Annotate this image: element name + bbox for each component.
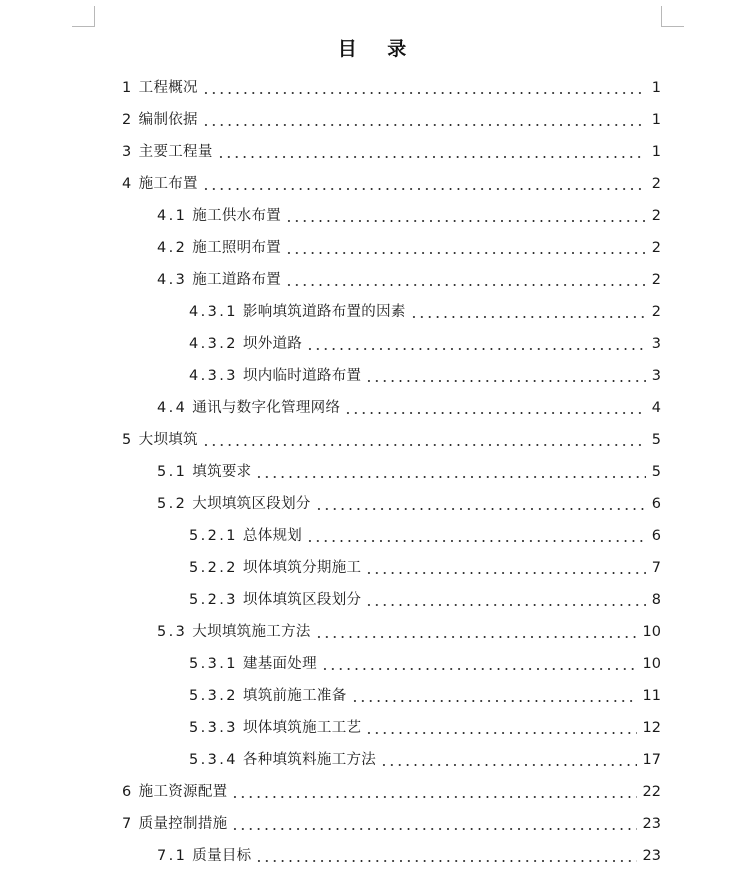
toc-entry-page-number: 23 — [642, 816, 661, 832]
toc-entry-title: 大坝填筑施工方法 — [192, 624, 311, 640]
toc-entry-number: 5.3 — [157, 624, 188, 640]
toc-entry[interactable] — [189, 745, 661, 769]
toc-entry[interactable] — [189, 329, 661, 353]
toc-entry-number: 5.2 — [157, 496, 188, 512]
toc-dot-leader — [365, 719, 636, 737]
toc-dot-leader — [285, 207, 646, 225]
toc-dot-leader — [410, 303, 646, 321]
toc-entry[interactable] — [189, 681, 661, 705]
toc-entry-number: 3 — [122, 144, 134, 160]
toc-entry-number: 4.4 — [157, 400, 188, 416]
toc-entry-number: 4.3.3 — [189, 368, 238, 384]
toc-entry-page-number: 3 — [651, 336, 661, 352]
toc-entry-number: 7 — [122, 816, 134, 832]
toc-entry-number: 5.2.2 — [189, 560, 238, 576]
toc-entry-page-number: 11 — [642, 688, 661, 704]
toc-entry-title: 工程概况 — [138, 80, 198, 96]
toc-dot-leader — [231, 783, 636, 801]
toc-entry-number: 4 — [122, 176, 134, 192]
toc-entry[interactable] — [157, 201, 661, 225]
toc-dot-leader — [315, 623, 637, 641]
toc-dot-leader — [365, 559, 645, 577]
toc-entry-page-number: 10 — [642, 656, 661, 672]
toc-dot-leader — [344, 399, 646, 417]
toc-entry-page-number: 6 — [651, 496, 661, 512]
toc-entry-page-number: 4 — [651, 400, 661, 416]
toc-entry-number: 4.3 — [157, 272, 188, 288]
toc-entry[interactable] — [122, 137, 661, 161]
toc-entry[interactable] — [189, 361, 661, 385]
toc-entry-title: 坝体填筑分期施工 — [242, 560, 362, 576]
toc-dot-leader — [202, 79, 646, 97]
toc-entry[interactable] — [122, 73, 661, 97]
toc-entry-title: 主要工程量 — [138, 144, 213, 160]
toc-entry-page-number: 22 — [642, 784, 661, 800]
toc-entry[interactable] — [189, 521, 661, 545]
toc-entry[interactable] — [157, 841, 661, 865]
toc-entry-title: 质量目标 — [192, 848, 252, 864]
toc-dot-leader — [285, 271, 646, 289]
toc-dot-leader — [351, 687, 637, 705]
toc-entry-page-number: 7 — [651, 560, 661, 576]
toc-entry-title: 编制依据 — [138, 112, 198, 128]
toc-entry[interactable] — [157, 457, 661, 481]
toc-entry[interactable] — [189, 553, 661, 577]
toc-entry-title: 坝体填筑区段划分 — [242, 592, 362, 608]
toc-dot-leader — [380, 751, 636, 769]
toc-entry-page-number: 17 — [642, 752, 661, 768]
toc-entry-title: 总体规划 — [242, 528, 303, 544]
toc-entry-page-number: 12 — [642, 720, 661, 736]
toc-entry-number: 4.1 — [157, 208, 188, 224]
toc-entry[interactable] — [189, 713, 661, 737]
toc-entry-title: 填筑要求 — [192, 464, 252, 480]
toc-entry[interactable] — [189, 297, 661, 321]
toc-entry-number: 5.2.3 — [189, 592, 238, 608]
toc-entry[interactable] — [189, 649, 661, 673]
toc-entry-title: 影响填筑道路布置的因素 — [242, 304, 406, 320]
toc-entry-number: 6 — [122, 784, 134, 800]
toc-entry-page-number: 8 — [651, 592, 661, 608]
toc-entry-title: 施工供水布置 — [192, 208, 282, 224]
toc-entry-page-number: 2 — [651, 176, 661, 192]
toc-dot-leader — [202, 431, 646, 449]
toc-dot-leader — [315, 495, 646, 513]
toc-dot-leader — [202, 111, 646, 129]
toc-entry-number: 2 — [122, 112, 134, 128]
toc-entry-number: 7.1 — [157, 848, 188, 864]
toc-entry-number: 5.1 — [157, 464, 188, 480]
toc-entry[interactable] — [122, 169, 661, 193]
toc-entry[interactable] — [157, 233, 661, 257]
toc-dot-leader — [321, 655, 637, 673]
toc-entry-title: 大坝填筑 — [138, 432, 198, 448]
toc-entry-title: 施工资源配置 — [138, 784, 228, 800]
toc-dot-leader — [217, 143, 646, 161]
toc-entry-number: 5.3.3 — [189, 720, 238, 736]
toc-entry-page-number: 1 — [651, 112, 661, 128]
toc-entry[interactable] — [157, 265, 661, 289]
toc-entry-title: 施工照明布置 — [192, 240, 282, 256]
toc-entry-number: 5 — [122, 432, 134, 448]
toc-entry-number: 4.3.2 — [189, 336, 238, 352]
toc-entry[interactable] — [189, 585, 661, 609]
toc-entry-title: 坝内临时道路布置 — [242, 368, 362, 384]
toc-dot-leader — [306, 527, 646, 545]
toc-entry-page-number: 1 — [651, 80, 661, 96]
toc-entry[interactable] — [157, 393, 661, 417]
toc-entry-page-number: 2 — [651, 208, 661, 224]
toc-entry-title: 质量控制措施 — [138, 816, 228, 832]
toc-entry-title: 建基面处理 — [242, 656, 317, 672]
toc-entry-page-number: 5 — [651, 464, 661, 480]
toc-entry-page-number: 2 — [651, 304, 661, 320]
toc-entry-number: 5.3.4 — [189, 752, 238, 768]
toc-entry-number: 4.2 — [157, 240, 188, 256]
corner-mark-top-left — [72, 6, 95, 27]
toc-entry-page-number: 6 — [651, 528, 661, 544]
toc-entry-title: 坝体填筑施工工艺 — [242, 720, 362, 736]
toc-dot-leader — [365, 591, 645, 609]
toc-entry-page-number: 2 — [651, 240, 661, 256]
toc-entry-number: 1 — [122, 80, 134, 96]
toc-entry[interactable] — [157, 617, 661, 641]
toc-entry-title: 大坝填筑区段划分 — [192, 496, 311, 512]
toc-entry-number: 4.3.1 — [189, 304, 238, 320]
toc-entry-page-number: 23 — [642, 848, 661, 864]
toc-entry[interactable] — [122, 425, 661, 449]
toc-entry-page-number: 10 — [642, 624, 661, 640]
toc-entry-page-number: 2 — [651, 272, 661, 288]
toc-dot-leader — [255, 463, 645, 481]
toc-entry-page-number: 1 — [651, 144, 661, 160]
toc-dot-leader — [285, 239, 646, 257]
toc-entry[interactable] — [122, 777, 661, 801]
toc-entry-title: 各种填筑料施工方法 — [242, 752, 377, 768]
toc-dot-leader — [202, 175, 646, 193]
toc-entry-title: 通讯与数字化管理网络 — [192, 400, 341, 416]
toc-entry-page-number: 3 — [651, 368, 661, 384]
toc-entry-page-number: 5 — [651, 432, 661, 448]
toc-title: 目 录 — [337, 38, 419, 60]
toc-dot-leader — [306, 335, 646, 353]
toc-dot-leader — [231, 815, 636, 833]
toc-dot-leader — [365, 367, 645, 385]
toc-entry-number: 5.3.2 — [189, 688, 238, 704]
toc-entry-title: 坝外道路 — [242, 336, 303, 352]
toc-entry-title: 填筑前施工准备 — [242, 688, 347, 704]
toc-entry-number: 5.2.1 — [189, 528, 238, 544]
toc-entry-title: 施工道路布置 — [192, 272, 282, 288]
corner-mark-top-right — [661, 6, 684, 27]
toc-entry[interactable] — [122, 105, 661, 129]
toc-entry[interactable] — [157, 489, 661, 513]
toc-entry[interactable] — [122, 809, 661, 833]
toc-entry-title: 施工布置 — [138, 176, 198, 192]
toc-dot-leader — [255, 847, 636, 865]
toc-entry-number: 5.3.1 — [189, 656, 238, 672]
